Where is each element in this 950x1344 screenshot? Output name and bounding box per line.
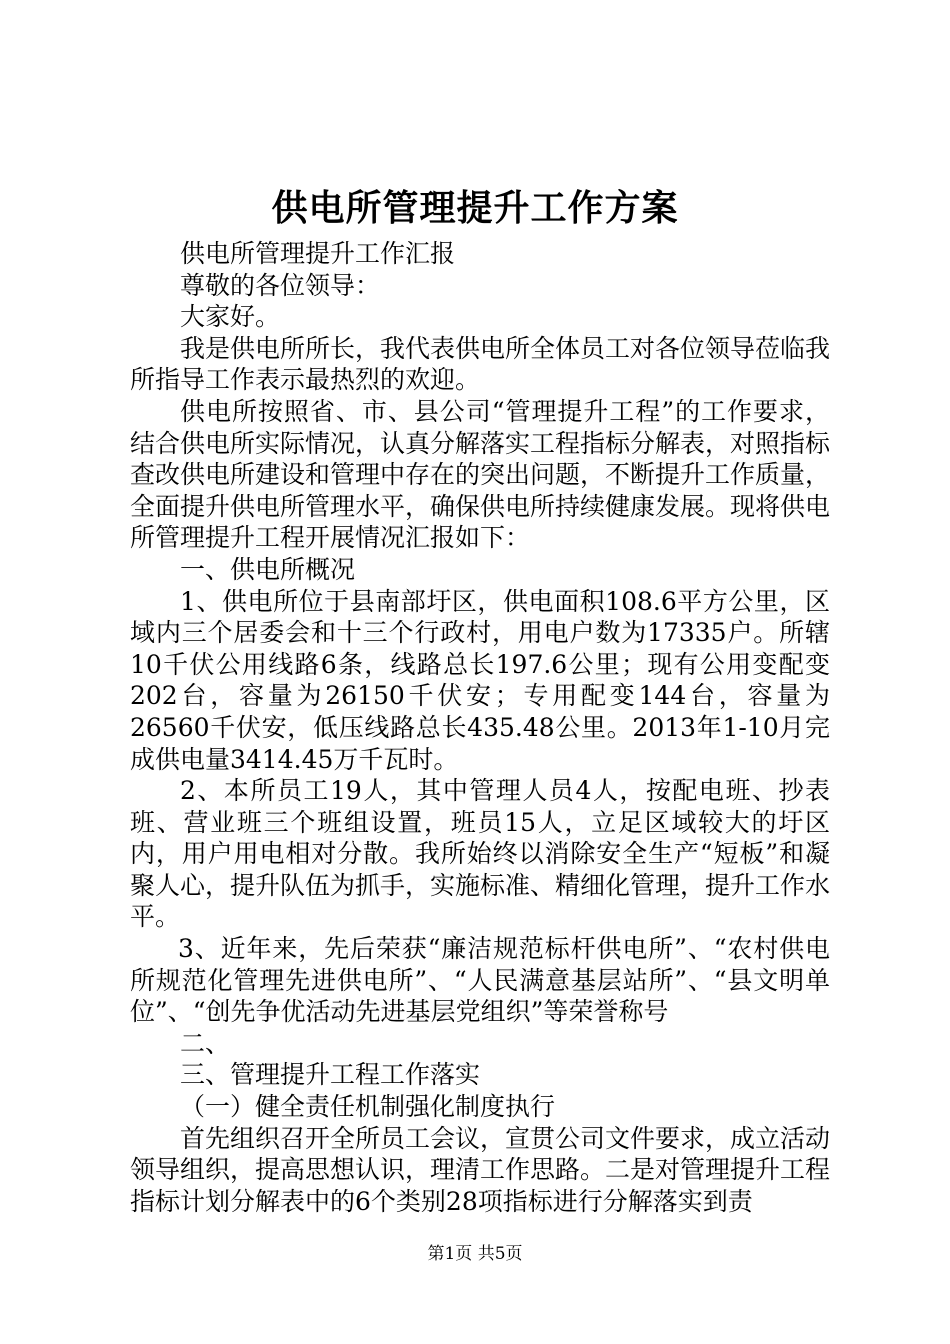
report-subtitle: 供电所管理提升工作汇报 bbox=[180, 239, 456, 268]
section-heading-two: 二、 bbox=[180, 1028, 231, 1058]
section-heading-overview: 一、供电所概况 bbox=[180, 554, 356, 584]
greeting: 大家好。 bbox=[180, 302, 281, 332]
welcome-paragraph: 我是供电所所长，我代表供电所全体员工对各位领导莅临我所指导工作表示最热烈的欢迎。 bbox=[130, 333, 831, 395]
overview-item-2: 2、本所员工19人，其中管理人员4人，按配电班、抄表班、营业班三个班组设置，班员15人，立足区域较大的圩区内，用户用电相对分散。我所始终以消除安全生产“短板”和凝聚人心，提升队伍为抓手，实施标准、精细化管理，提升工作水平。 bbox=[130, 776, 831, 932]
salutation: 尊敬的各位领导： bbox=[180, 270, 381, 300]
subsection-heading: （一）健全责任机制强化制度执行 bbox=[180, 1092, 556, 1122]
overview-item-1: 1、供电所位于县南部圩区，供电面积108.6平方公里，区域内三个居委会和十三个行政村，用电户数为17335户。所辖10千伏公用线路6条，线路总长197.6公里；现有公用变配变202台，容量为26150千伏安；专用配变144台，容量为26560千伏安，低压线路总长435.48公里。2013年1-10月完成供电量3414.45万千瓦时。 bbox=[130, 586, 830, 774]
document-body bbox=[130, 238, 830, 1217]
intro-paragraph: 供电所按照省、市、县公司“管理提升工程”的工作要求，结合供电所实际情况，认真分解落实工程指标分解表，对照指标查改供电所建设和管理中存在的突出问题，不断提升工作质量，全面提升供电所管理水平，确保供电所持续健康发展。现将供电所管理提升工程开展情况汇报如下： bbox=[130, 396, 831, 553]
implementation-paragraph: 首先组织召开全所员工会议，宣贯公司文件要求，成立活动领导组织，提高思想认识，理清工作思路。二是对管理提升工程指标计划分解表中的6个类别28项指标进行分解落实到责 bbox=[130, 1123, 831, 1216]
page-number-footer: 第1页 共5页 bbox=[427, 1244, 523, 1264]
overview-item-3: 3、近年来，先后荣获“廉洁规范标杆供电所”、“农村供电所规范化管理先进供电所”、“人民满意基层站所”、“县文明单位”、“创先争优活动先进基层党组织”等荣誉称号 bbox=[130, 934, 830, 1027]
section-heading-three: 三、管理提升工程工作落实 bbox=[180, 1060, 481, 1090]
document-title: 供电所管理提升工作方案 bbox=[271, 187, 679, 229]
